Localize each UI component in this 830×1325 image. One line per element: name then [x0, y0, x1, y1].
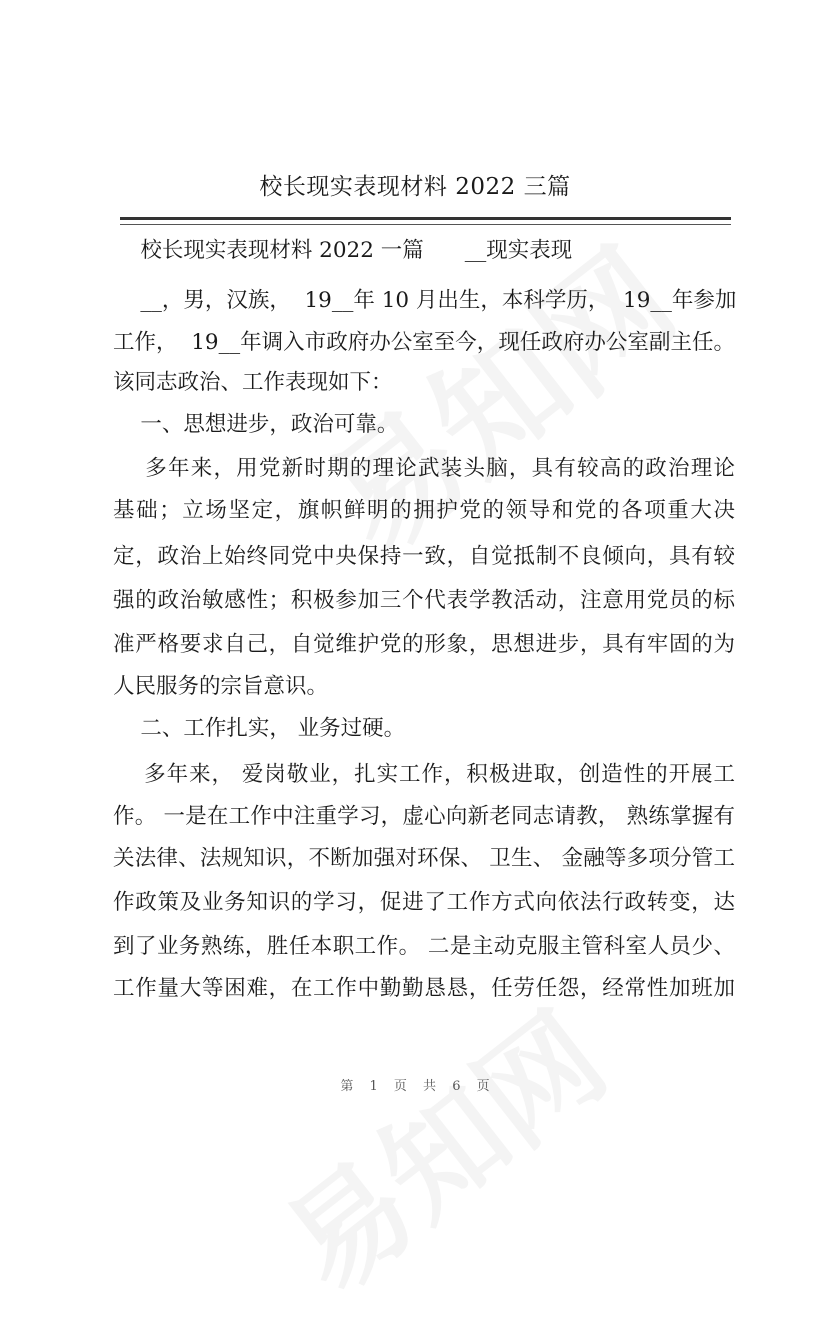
section-heading: 二、工作扎实， 业务过硬。: [113, 716, 406, 741]
page-number: 第 1 页 共 6 页: [340, 1079, 490, 1094]
body-line: 工作量大等困难，在工作中勤勤恳恳，任劳任怨，经常性加班加: [113, 976, 735, 1001]
title-divider-thin: [120, 224, 731, 225]
body-line: 工作， 19__年调入市政府办公室至今，现任政府办公室副主任。: [113, 330, 735, 355]
body-line: 关法律、法规知识，不断加强对环保、 卫生、 金融等多项分管工: [113, 846, 735, 871]
document-title: 校长现实表现材料 2022 三篇: [259, 174, 571, 200]
body-line: 定，政治上始终同党中央保持一致，自觉抵制不良倾向，具有较: [113, 544, 735, 569]
body-line: 作政策及业务知识的学习，促进了工作方式向依法行政转变，达: [113, 890, 735, 915]
body-line: 准严格要求自己，自觉维护党的形象，思想进步，具有牢固的为: [113, 632, 735, 657]
title-divider: [120, 217, 731, 220]
body-line: 基础；立场坚定，旗帜鲜明的拥护党的领导和党的各项重大决: [113, 498, 735, 523]
body-line: 强的政治敏感性；积极参加三个代表学教活动，注意用党员的标: [113, 588, 735, 613]
body-line: __，男，汉族， 19__年 10 月出生，本科学历， 19__年参加: [113, 288, 737, 313]
body-line: 该同志政治、工作表现如下：: [113, 370, 393, 395]
body-line: 多年来， 爱岗敬业，扎实工作，积极进取，创造性的开展工: [113, 762, 735, 787]
body-line: 人民服务的宗旨意识。: [113, 674, 329, 699]
body-line: 作。 一是在工作中注重学习，虚心向新老同志请教， 熟练掌握有: [113, 804, 735, 829]
body-line: 到了业务熟练，胜任本职工作。 二是主动克服主管科室人员少、: [113, 934, 735, 959]
section-heading: 一、思想进步，政治可靠。: [113, 412, 399, 437]
body-line: 校长现实表现材料 2022 一篇 __现实表现: [113, 238, 573, 263]
body-line: 多年来，用党新时期的理论武装头脑，具有较高的政治理论: [113, 456, 735, 481]
